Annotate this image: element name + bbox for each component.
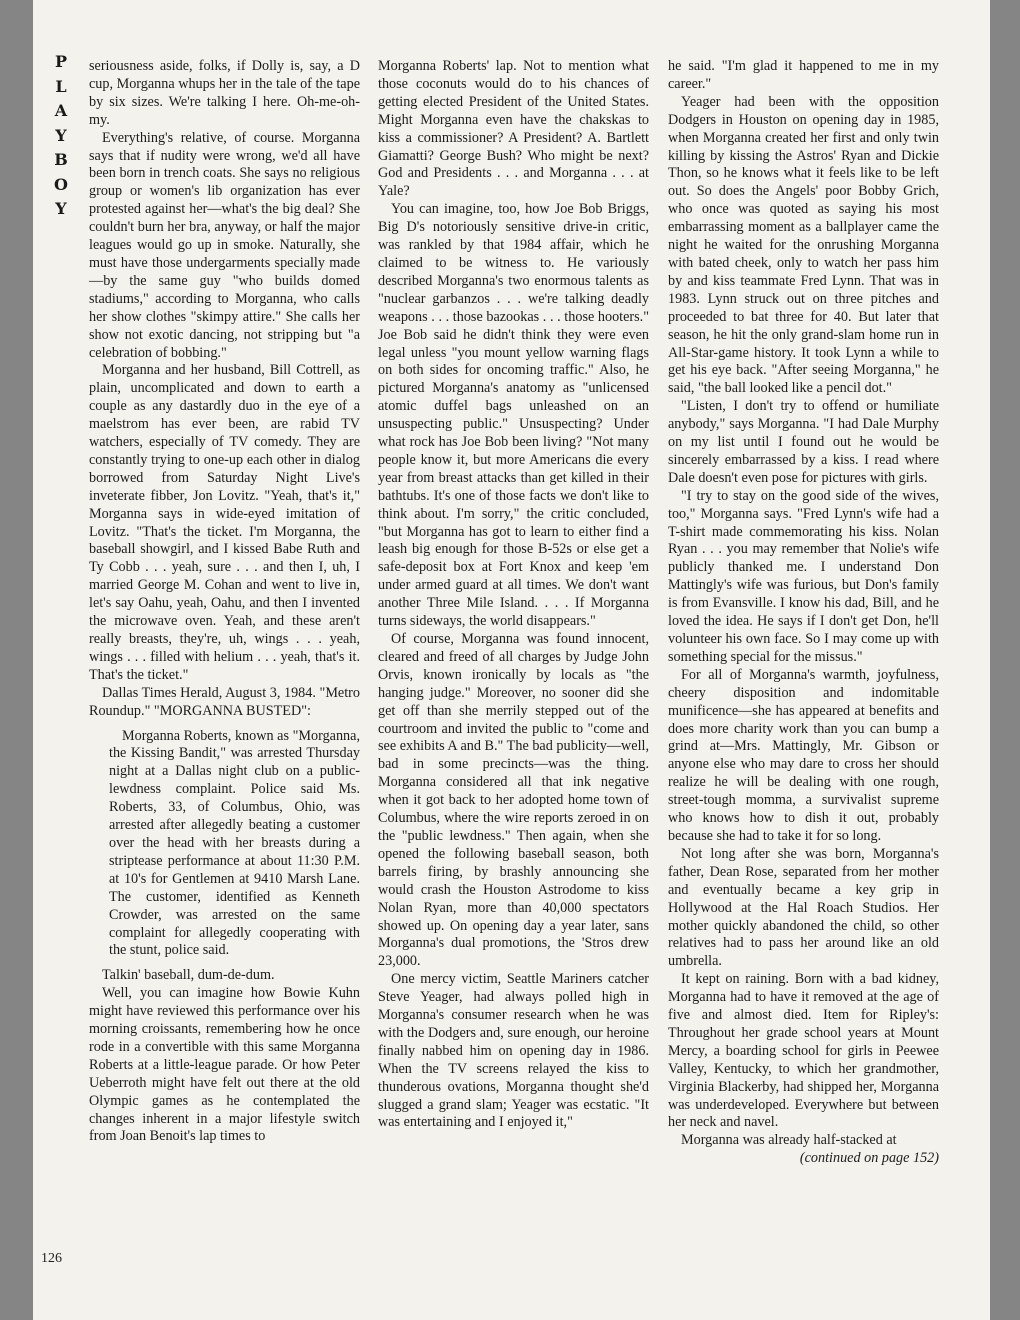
logo-letter: L: [55, 76, 67, 96]
logo-letter: O: [54, 174, 68, 194]
paragraph: For all of Morganna's warmth, joyfulness, cheery disposition and indomitable munificence—she has appeared at benefits and does more charity work than you can bump a grind at—Mrs. Mattingly, Mr. Gibson or anyone else who may dare to cross her should realize he will be dealing with one rough, street-tough momma, a survivalist supreme who knows how to dish it out, probably because she had to take it for so long.: [668, 666, 939, 844]
continued-note: (continued on page 152): [799, 1150, 939, 1167]
paragraph: Morganna and her husband, Bill Cottrell, as plain, uncomplicated and down to earth a couple as any dastardly duo in the eye of a maelstrom has ever been, are rabid TV watchers, especially of TV comedy. They are constantly trying to one-up each other in dialog borrowed from Saturday Night Live's inveterate fibber, Jon Lovitz. "Yeah, that's it," Morganna says in wide-eyed imitation of Lovitz. "That's the ticket. I'm Morganna, the baseball showgirl, and I kissed Babe Ruth and Ty Cobb . . . yeah, sure . . . and then I, uh, I married George M. Cohan and went to live in, let's say Oahu, yeah, Oahu, and then I invented the microwave oven. Yeah, and these aren't really breasts, they're, uh, wings . . . yeah, wings . . . filled with helium . . . yeah, that's it. That's the ticket.": [89, 362, 360, 683]
paragraph: Everything's relative, of course. Morganna says that if nudity were wrong, we'd all have been born in trench coats. She says no religious group or women's lib organization has ever protested against her—what's the big deal? She couldn't burn her bra, anyway, or half the major leagues would go up in smoke. Naturally, she must have those undergarments specially made—by the same guy "who builds domed stadiums," according to Morganna, who calls her show clothes "skimpy attire." She calls her show not exotic dancing, not stripping but "a celebration of bobbing.": [89, 129, 360, 361]
text-column-2: [378, 58, 649, 1132]
paragraph: Well, you can imagine how Bowie Kuhn might have reviewed this performance over his morning croissants, remembering how he once rode in a convertible with this same Morganna Roberts at a little-league parade. Or how Peter Ueberroth might have felt out there at the old Olympic games as he contemplated the changes inherent in a major lifestyle switch from Joan Benoit's lap times to: [89, 985, 360, 1145]
paragraph: One mercy victim, Seattle Mariners catcher Steve Yeager, had always polled high in Morganna's consumer research when he was with the Dodgers and, sure enough, our heroine finally nabbed him on opening day in 1986. When the TV screens relayed the kiss to thunderous ovations, Morganna thought she'd slugged a grand slam; Yeager was ecstatic. "It was entertaining and I enjoyed it,": [378, 971, 649, 1131]
text-column-3: [668, 58, 939, 1168]
paragraph: seriousness aside, folks, if Dolly is, say, a D cup, Morganna whups her in the tale of the tape by six sizes. We're talking I here. Oh-me-oh-my.: [89, 58, 360, 128]
paragraph: "I try to stay on the good side of the wives, too," Morganna says. "Fred Lynn's wife had a T-shirt made commemorating his kiss. Nolan Ryan . . . you may remember that Nolie's wife publicly thanked me. I understand Don Mattingly's wife was furious, but Don's family is from Evansville. I know his dad, Bill, and he loved the idea. He says if I don't get Don, he'll volunteer his own face. So I may come up with something special for the missus.": [668, 487, 939, 665]
paragraph: Yeager had been with the opposition Dodgers in Houston on opening day in 1985, when Morganna created her first and only twin killing by kissing the Astros' Ryan and Dickie Thon, so he knows what it feels like to be left out. So does the Angels' poor Bobby Grich, who once was quoted as saying his most embarrassing moment as a ballplayer came the night he waited for the onrushing Morganna with bated cheek, only to watch her pass him by and kiss teammate Fred Lynn. That was in 1983. Lynn struck out on three pitches and proceeded to bat three for 40. But later that season, he hit the only grand-slam home run in All-Star-game history. It took Lynn a while to get his eye back. "After seeing Morganna," he said, "the ball looked like a pencil dot.": [668, 93, 939, 397]
logo-letter: P: [54, 52, 68, 71]
paragraph: Morganna Roberts' lap. Not to mention what those coconuts would do to his chances of getting elected President of the United States. Might Morganna even have the chakskas to kiss a commissioner? A President? A. Bartlett Giamatti? George Bush? Who might be next? God and Presidents . . . and Morganna . . . at Yale?: [378, 58, 649, 200]
paragraph: You can imagine, too, how Joe Bob Briggs, Big D's notoriously sensitive drive-in critic, was rankled by that 1984 affair, which he claimed to be witness to. He variously described Morganna's two enormous talents as "nuclear garbanzos . . . we're talking deadly weapons . . . those bazookas . . . those hooters." Joe Bob said he didn't think they were even legal unless "you mount yellow warning flags on both sides for oncoming traffic." Also, he pictured Morganna's anatomy as "unlicensed atomic duffel bags unleashed on an unsuspecting public." Unsuspecting? Under what rock has Joe Bob been living? "Not many people know it, but more Americans die every year from breast attacks than get killed in their bathtubs. It's one of those facts we don't like to think about. I'm sorry," the critic concluded, "but Morganna has got to learn to either find a leash big enough for those B-52s or else get a safe-deposit box at Fort Knox and keep 'em under armed guard at all times. We don't want another Three Mile Island. . . . If Morganna turns sideways, the world disappears.": [378, 201, 649, 630]
logo-letter: Y: [55, 199, 67, 218]
magazine-page: [33, 0, 990, 1320]
logo-letter: B: [54, 150, 68, 169]
page-number: 126: [41, 1251, 62, 1266]
source-citation: Dallas Times Herald, August 3, 1984. "Metro Roundup." "MORGANNA BUSTED":: [89, 684, 360, 719]
paragraph: Morganna was already half-stacked at: [681, 1132, 897, 1149]
paragraph: "Listen, I don't try to offend or humiliate anybody," says Morganna. "I had Dale Murphy on my list until I found out he would be sincerely embarrassed by a kiss. I read where Dale doesn't even pose for pictures with girls.: [668, 398, 939, 486]
paragraph: he said. "I'm glad it happened to me in my career.": [668, 58, 939, 92]
paragraph: It kept on raining. Born with a bad kidney, Morganna had to have it removed at the age of five and almost died. Item for Ripley's: Throughout her grade school years at Mount Mercy, a boarding school for girls in Peewee Valley, Kentucky, to which her grandmother, Virginia Blackerby, had shipped her, Morganna was underdeveloped. Everywhere but between her neck and navel.: [668, 971, 939, 1131]
block-quote: [89, 728, 360, 961]
paragraph: Not long after she was born, Morganna's father, Dean Rose, separated from her mother and eventually became a key grip in Hollywood at the Hal Roach Studios. Her mother quickly abandoned the child, so other relatives had to pass her around like an old umbrella.: [668, 845, 939, 970]
logo-letter: Y: [55, 125, 67, 145]
paragraph: Talkin' baseball, dum-de-dum.: [102, 967, 275, 984]
logo-letter: A: [54, 101, 68, 120]
magazine-logo-vertical: [46, 50, 76, 222]
paragraph: Of course, Morganna was found innocent, cleared and freed of all charges by Judge John Orvis, known ironically by locals as "the hanging judge." Moreover, no sooner did she get off than she merrily stepped out of the courtroom and invited the public to "come and see exhibits A and B." The bad publicity—well, bad in some precincts—was the thing. Morganna considered all that ink negative when it got back to her adopted home town of Columbus, where the wire reports zeroed in on the "public lewdness." Then again, when she opened the following baseball season, both barrels firing, by brashly announcing she would crash the Houston Astrodome to kiss Nolan Ryan, more than 40,000 spectators showed up. On opening day a year later, sans Morganna's dual promotions, the 'Stros drew 23,000.: [378, 631, 649, 970]
text-column-1: [89, 58, 360, 1146]
quote-paragraph: Morganna Roberts, known as "Morganna, the Kissing Bandit," was arrested Thursday night at a Dallas night club on a public-lewdness complaint. Police said Ms. Roberts, 33, of Columbus, Ohio, was arrested after allegedly beating a customer over the head with her breasts during a striptease performance at about 11:30 P.M. at 10's for Gentlemen at 9410 Marsh Lane. The customer, identified as Kenneth Crowder, was arrested on the same complaint for allegedly cooperating with the stunt, police said.: [109, 727, 360, 959]
